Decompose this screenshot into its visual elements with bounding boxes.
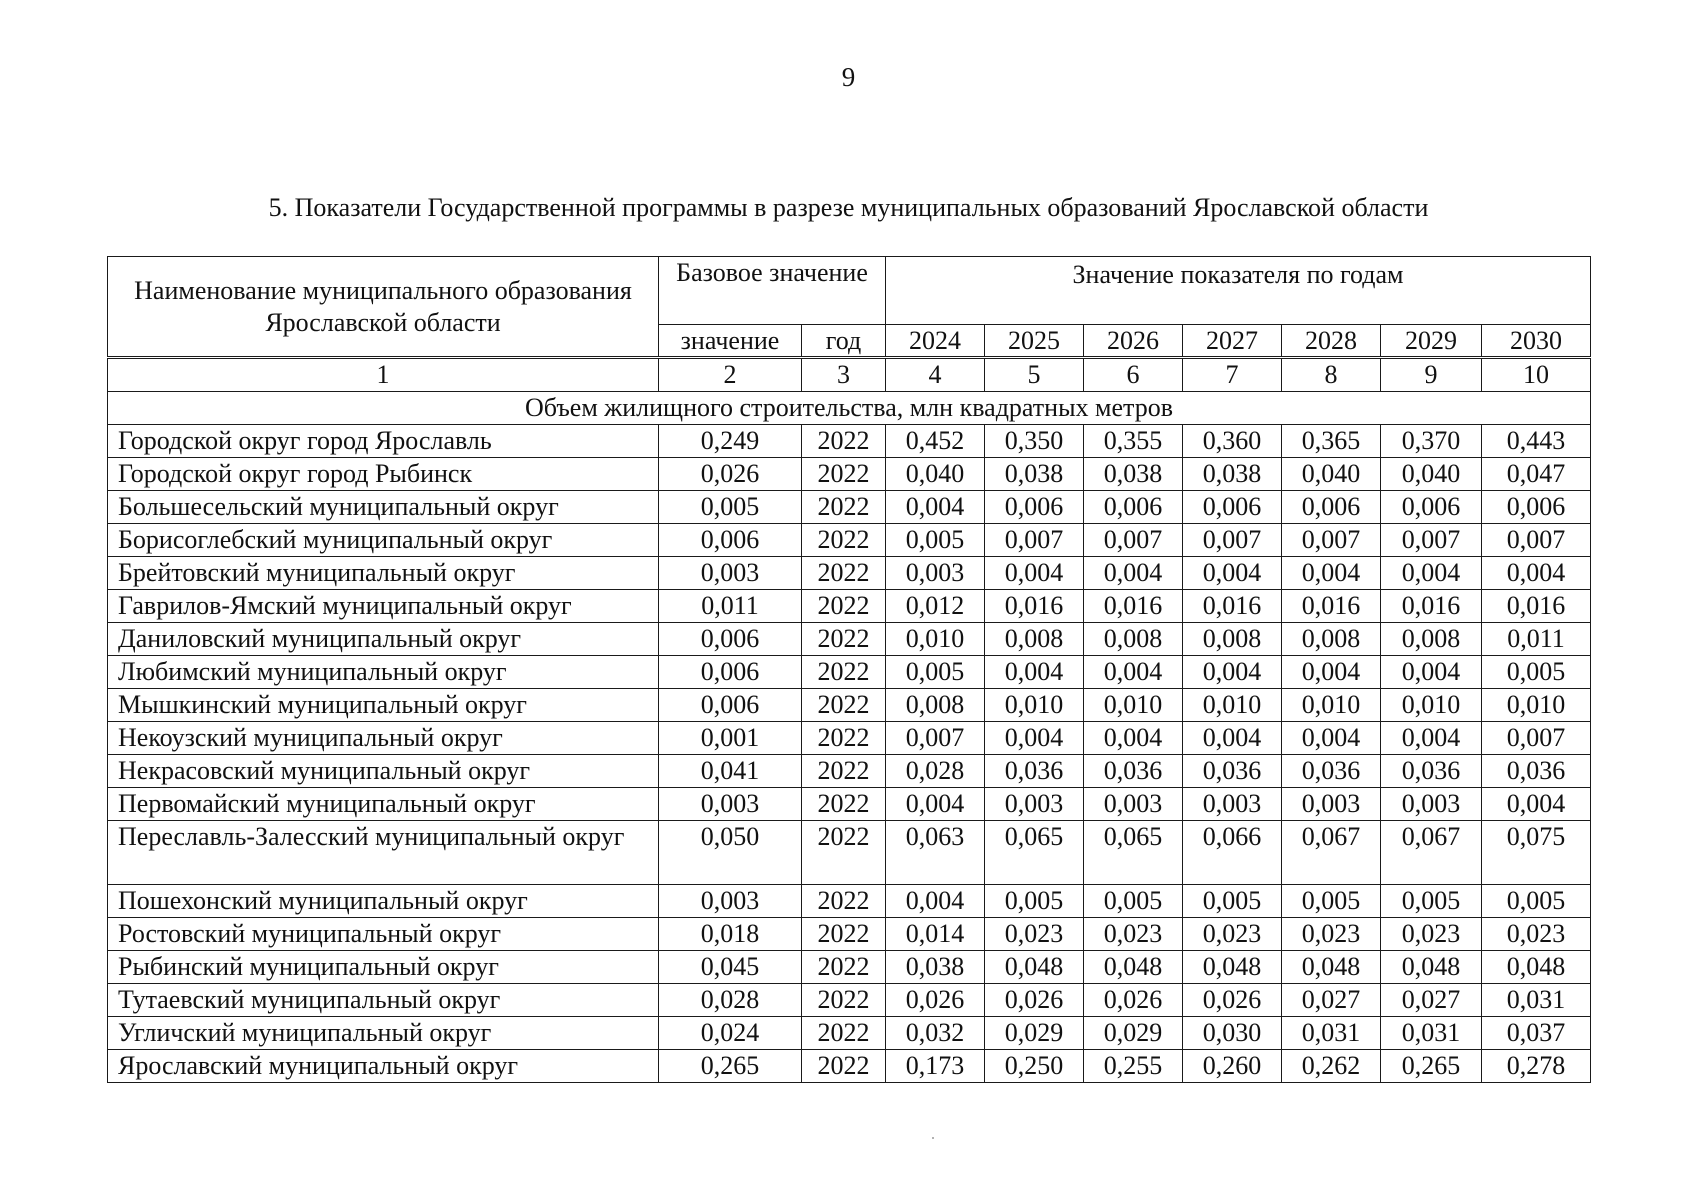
header-municipality: Наименование муниципального образования Ярославской области [108,257,659,357]
base-year: 2022 [802,918,886,951]
base-value: 0,045 [659,951,802,984]
year-value: 0,005 [1381,885,1482,918]
year-value: 0,036 [1381,755,1482,788]
municipality-name: Городской округ город Рыбинск [108,458,659,491]
year-value: 0,048 [1183,951,1282,984]
year-value: 0,004 [1482,788,1591,821]
base-year: 2022 [802,689,886,722]
table-row [108,689,1591,722]
municipality-name: Любимский муниципальный округ [108,656,659,689]
table-row [108,1050,1591,1083]
base-value: 0,006 [659,623,802,656]
year-value: 0,004 [1084,722,1183,755]
year-value: 0,003 [1183,788,1282,821]
year-value: 0,010 [1282,689,1381,722]
year-value: 0,452 [886,425,985,458]
year-value: 0,262 [1282,1050,1381,1083]
year-value: 0,003 [886,557,985,590]
year-value: 0,016 [1482,590,1591,623]
municipality-name: Большесельский муниципальный округ [108,491,659,524]
municipality-name: Ростовский муниципальный округ [108,918,659,951]
year-value: 0,005 [886,656,985,689]
year-value: 0,047 [1482,458,1591,491]
year-value: 0,360 [1183,425,1282,458]
year-value: 0,026 [985,984,1084,1017]
year-value: 0,365 [1282,425,1381,458]
year-value: 0,004 [886,491,985,524]
base-value: 0,018 [659,918,802,951]
year-value: 0,023 [1282,918,1381,951]
year-value: 0,029 [985,1017,1084,1050]
year-value: 0,066 [1183,821,1282,885]
year-value: 0,007 [1381,524,1482,557]
year-value: 0,031 [1381,1017,1482,1050]
year-value: 0,008 [1282,623,1381,656]
year-value: 0,029 [1084,1017,1183,1050]
document-title: 5. Показатели Государственной программы в разрезе муниципальных образований Ярославской области [268,193,1429,222]
year-value: 0,023 [1381,918,1482,951]
data-table [107,358,1591,1083]
base-year: 2022 [802,491,886,524]
year-value: 0,004 [1282,722,1381,755]
year-value: 0,040 [1282,458,1381,491]
year-value: 0,004 [886,788,985,821]
year-value: 0,048 [1482,951,1591,984]
year-value: 0,004 [886,885,985,918]
year-value: 0,040 [1381,458,1482,491]
year-value: 0,006 [1084,491,1183,524]
column-number: 3 [802,359,886,392]
base-value: 0,006 [659,656,802,689]
year-value: 0,007 [1183,524,1282,557]
municipality-name: Борисоглебский муниципальный округ [108,524,659,557]
column-number: 2 [659,359,802,392]
year-value: 0,005 [985,885,1084,918]
base-year: 2022 [802,951,886,984]
base-value: 0,028 [659,984,802,1017]
year-value: 0,027 [1282,984,1381,1017]
year-value: 0,010 [1084,689,1183,722]
year-value: 0,006 [985,491,1084,524]
base-year: 2022 [802,524,886,557]
year-value: 0,007 [1482,524,1591,557]
base-value: 0,006 [659,524,802,557]
base-value: 0,249 [659,425,802,458]
year-value: 0,003 [1084,788,1183,821]
year-value: 0,048 [1282,951,1381,984]
scan-speck [932,1137,934,1139]
year-value: 0,350 [985,425,1084,458]
year-value: 0,016 [1084,590,1183,623]
year-value: 0,012 [886,590,985,623]
year-value: 0,036 [985,755,1084,788]
year-value: 0,007 [1482,722,1591,755]
municipality-name: Угличский муниципальный округ [108,1017,659,1050]
year-value: 0,004 [1381,722,1482,755]
municipality-name: Первомайский муниципальный округ [108,788,659,821]
year-value: 0,038 [1183,458,1282,491]
year-value: 0,036 [1084,755,1183,788]
year-value: 0,014 [886,918,985,951]
year-value: 0,036 [1282,755,1381,788]
table-row [108,918,1591,951]
year-value: 0,007 [1084,524,1183,557]
year-value: 0,048 [1381,951,1482,984]
year-value: 0,006 [1482,491,1591,524]
table-row [108,755,1591,788]
table-row [108,821,1591,885]
municipality-name: Мышкинский муниципальный округ [108,689,659,722]
year-value: 0,023 [985,918,1084,951]
year-value: 0,010 [1183,689,1282,722]
header-year: 2030 [1482,325,1591,357]
year-value: 0,016 [1282,590,1381,623]
table-header [107,256,1591,357]
header-year: 2024 [886,325,985,357]
year-value: 0,005 [1183,885,1282,918]
year-value: 0,023 [1183,918,1282,951]
table-row [108,722,1591,755]
year-value: 0,010 [1381,689,1482,722]
municipality-name: Городской округ город Ярославль [108,425,659,458]
year-value: 0,026 [1084,984,1183,1017]
page-number: 9 [841,62,856,92]
year-value: 0,023 [1084,918,1183,951]
year-value: 0,004 [1482,557,1591,590]
header-base-value: Базовое значение [659,257,886,325]
year-value: 0,065 [985,821,1084,885]
header-year: 2026 [1084,325,1183,357]
base-year: 2022 [802,458,886,491]
base-year: 2022 [802,984,886,1017]
year-value: 0,260 [1183,1050,1282,1083]
year-value: 0,005 [1482,885,1591,918]
year-value: 0,007 [985,524,1084,557]
column-number: 6 [1084,359,1183,392]
year-value: 0,008 [1084,623,1183,656]
year-value: 0,003 [1381,788,1482,821]
year-value: 0,005 [886,524,985,557]
year-value: 0,048 [1084,951,1183,984]
table-row [108,524,1591,557]
year-value: 0,030 [1183,1017,1282,1050]
year-value: 0,004 [1084,656,1183,689]
base-year: 2022 [802,821,886,885]
year-value: 0,067 [1282,821,1381,885]
year-value: 0,031 [1482,984,1591,1017]
year-value: 0,038 [985,458,1084,491]
year-value: 0,003 [985,788,1084,821]
year-value: 0,075 [1482,821,1591,885]
base-value: 0,001 [659,722,802,755]
table-row [108,590,1591,623]
year-value: 0,278 [1482,1050,1591,1083]
base-year: 2022 [802,425,886,458]
base-value: 0,050 [659,821,802,885]
year-value: 0,016 [985,590,1084,623]
year-value: 0,004 [1282,656,1381,689]
column-number: 7 [1183,359,1282,392]
year-value: 0,005 [1482,656,1591,689]
year-value: 0,003 [1282,788,1381,821]
table-row [108,951,1591,984]
year-value: 0,023 [1482,918,1591,951]
municipality-name: Пошехонский муниципальный округ [108,885,659,918]
year-value: 0,007 [1282,524,1381,557]
base-value: 0,265 [659,1050,802,1083]
year-value: 0,016 [1183,590,1282,623]
year-value: 0,004 [985,656,1084,689]
year-value: 0,010 [1482,689,1591,722]
base-year: 2022 [802,623,886,656]
base-value: 0,011 [659,590,802,623]
base-value: 0,026 [659,458,802,491]
year-value: 0,007 [886,722,985,755]
base-value: 0,006 [659,689,802,722]
header-year: 2028 [1282,325,1381,357]
section-title: Объем жилищного строительства, млн квадратных метров [108,392,1591,425]
table-row [108,425,1591,458]
year-value: 0,067 [1381,821,1482,885]
year-value: 0,005 [1282,885,1381,918]
year-value: 0,008 [886,689,985,722]
base-year: 2022 [802,1017,886,1050]
year-value: 0,037 [1482,1017,1591,1050]
year-value: 0,004 [1183,557,1282,590]
base-year: 2022 [802,557,886,590]
year-value: 0,063 [886,821,985,885]
year-value: 0,255 [1084,1050,1183,1083]
year-value: 0,010 [886,623,985,656]
column-number: 4 [886,359,985,392]
year-value: 0,250 [985,1050,1084,1083]
base-value: 0,003 [659,788,802,821]
year-value: 0,016 [1381,590,1482,623]
year-value: 0,026 [1183,984,1282,1017]
table-row [108,491,1591,524]
year-value: 0,004 [1084,557,1183,590]
column-number: 9 [1381,359,1482,392]
header-sub-year: год [802,325,886,357]
table-row [108,788,1591,821]
year-value: 0,008 [985,623,1084,656]
base-year: 2022 [802,788,886,821]
header-year: 2027 [1183,325,1282,357]
base-year: 2022 [802,722,886,755]
year-value: 0,005 [1084,885,1183,918]
year-value: 0,036 [1183,755,1282,788]
year-value: 0,004 [1183,656,1282,689]
base-value: 0,024 [659,1017,802,1050]
year-value: 0,036 [1482,755,1591,788]
year-value: 0,038 [886,951,985,984]
base-year: 2022 [802,885,886,918]
year-value: 0,065 [1084,821,1183,885]
year-value: 0,004 [985,722,1084,755]
year-value: 0,004 [985,557,1084,590]
column-number: 10 [1482,359,1591,392]
year-value: 0,004 [1183,722,1282,755]
year-value: 0,028 [886,755,985,788]
column-number-row [108,359,1591,392]
header-sub-value: значение [659,325,802,357]
table-row [108,984,1591,1017]
municipality-name: Даниловский муниципальный округ [108,623,659,656]
base-year: 2022 [802,755,886,788]
municipality-name: Некоузский муниципальный округ [108,722,659,755]
year-value: 0,006 [1381,491,1482,524]
year-value: 0,031 [1282,1017,1381,1050]
municipality-name: Некрасовский муниципальный округ [108,755,659,788]
table-row [108,557,1591,590]
table-row [108,885,1591,918]
column-number: 8 [1282,359,1381,392]
header-year: 2029 [1381,325,1482,357]
column-number: 5 [985,359,1084,392]
table-row [108,623,1591,656]
section-row [108,392,1591,425]
header-values-by-year: Значение показателя по годам [886,257,1591,325]
year-value: 0,355 [1084,425,1183,458]
municipality-name: Рыбинский муниципальный округ [108,951,659,984]
year-value: 0,048 [985,951,1084,984]
year-value: 0,032 [886,1017,985,1050]
year-value: 0,173 [886,1050,985,1083]
municipality-name: Переславль-Залесский муниципальный округ [108,821,659,885]
table-row [108,458,1591,491]
table-row [108,656,1591,689]
municipality-name: Брейтовский муниципальный округ [108,557,659,590]
year-value: 0,443 [1482,425,1591,458]
base-value: 0,041 [659,755,802,788]
base-value: 0,003 [659,885,802,918]
year-value: 0,027 [1381,984,1482,1017]
base-value: 0,005 [659,491,802,524]
year-value: 0,040 [886,458,985,491]
header-year: 2025 [985,325,1084,357]
year-value: 0,008 [1381,623,1482,656]
table-row [108,1017,1591,1050]
municipality-name: Ярославский муниципальный округ [108,1050,659,1083]
year-value: 0,010 [985,689,1084,722]
year-value: 0,008 [1183,623,1282,656]
year-value: 0,265 [1381,1050,1482,1083]
municipality-name: Гаврилов-Ямский муниципальный округ [108,590,659,623]
year-value: 0,370 [1381,425,1482,458]
base-year: 2022 [802,590,886,623]
base-year: 2022 [802,656,886,689]
column-number: 1 [108,359,659,392]
year-value: 0,038 [1084,458,1183,491]
year-value: 0,011 [1482,623,1591,656]
base-year: 2022 [802,1050,886,1083]
base-value: 0,003 [659,557,802,590]
municipality-name: Тутаевский муниципальный округ [108,984,659,1017]
year-value: 0,006 [1183,491,1282,524]
year-value: 0,026 [886,984,985,1017]
year-value: 0,004 [1381,656,1482,689]
year-value: 0,004 [1282,557,1381,590]
year-value: 0,006 [1282,491,1381,524]
year-value: 0,004 [1381,557,1482,590]
